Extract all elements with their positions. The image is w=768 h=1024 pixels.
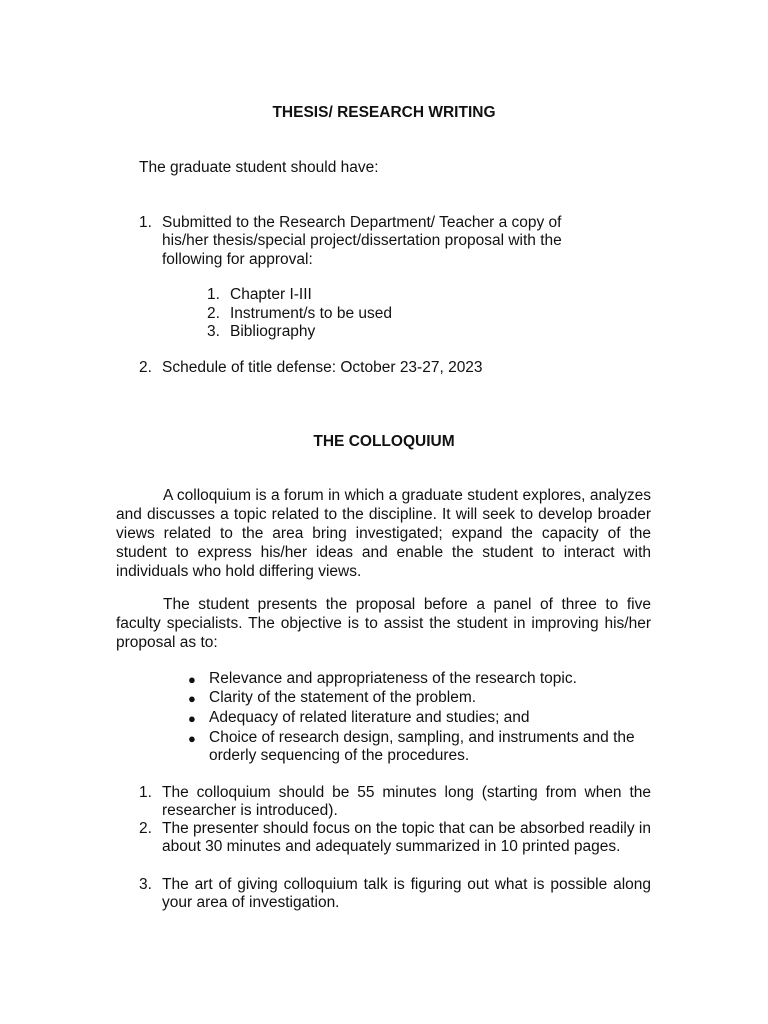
bullet-item-1: Relevance and appropriateness of the research topic. <box>209 670 577 687</box>
subitem-1-text: Chapter I-III <box>230 286 312 303</box>
rule-3-number: 3. <box>139 876 152 893</box>
bullet-item-3: Adequacy of related literature and studies; and <box>209 709 530 726</box>
rule-2-number: 2. <box>139 820 152 837</box>
thesis-intro: The graduate student should have: <box>139 159 379 176</box>
rule-2-text: The presenter should focus on the topic that can be absorbed readily in about 30 minutes and adequately summarized in 10 printed pages. <box>162 820 651 856</box>
thesis-item-1-number: 1. <box>139 214 152 231</box>
thesis-heading: THESIS/ RESEARCH WRITING <box>272 104 496 121</box>
rule-1-text: The colloquium should be 55 minutes long (starting from when the researcher is introduced). <box>162 784 651 820</box>
subitem-2-text: Instrument/s to be used <box>230 305 392 322</box>
thesis-item-2-number: 2. <box>139 359 152 376</box>
bullet-dot: ● <box>188 691 196 706</box>
bullet-item-2: Clarity of the statement of the problem. <box>209 689 477 706</box>
bullet-dot: ● <box>188 731 196 746</box>
subitem-2-number: 2. <box>207 305 220 322</box>
colloquium-paragraph-2: The student presents the proposal before a panel of three to five faculty specialists. The objective is to assist the student in improving his/her proposal as to: <box>116 596 651 651</box>
colloquium-paragraph-1: A colloquium is a forum in which a graduate student explores, analyzes and discusses a topic related to the discipline. It will seek to develop broader views related to the area bring investigated; expand the capacity of the student to express his/her ideas and enable the student to interact with individuals who hold differing views. <box>116 487 651 580</box>
rule-1-number: 1. <box>139 784 152 801</box>
rule-3-text: The art of giving colloquium talk is figuring out what is possible along your area of investigation. <box>162 876 651 912</box>
colloquium-heading: THE COLLOQUIUM <box>313 433 455 450</box>
subitem-3-text: Bibliography <box>230 323 316 340</box>
thesis-item-2-text: Schedule of title defense: October 23-27, 2023 <box>162 359 483 376</box>
bullet-dot: ● <box>188 711 196 726</box>
subitem-3-number: 3. <box>207 323 220 340</box>
subitem-1-number: 1. <box>207 286 220 303</box>
bullet-item-4: Choice of research design, sampling, and instruments and the orderly sequencing of the procedures. <box>209 729 635 765</box>
thesis-item-1-text: Submitted to the Research Department/ Teacher a copy of his/her thesis/special project/dissertation proposal with the following for approval: <box>162 214 562 268</box>
bullet-dot: ● <box>188 672 196 687</box>
